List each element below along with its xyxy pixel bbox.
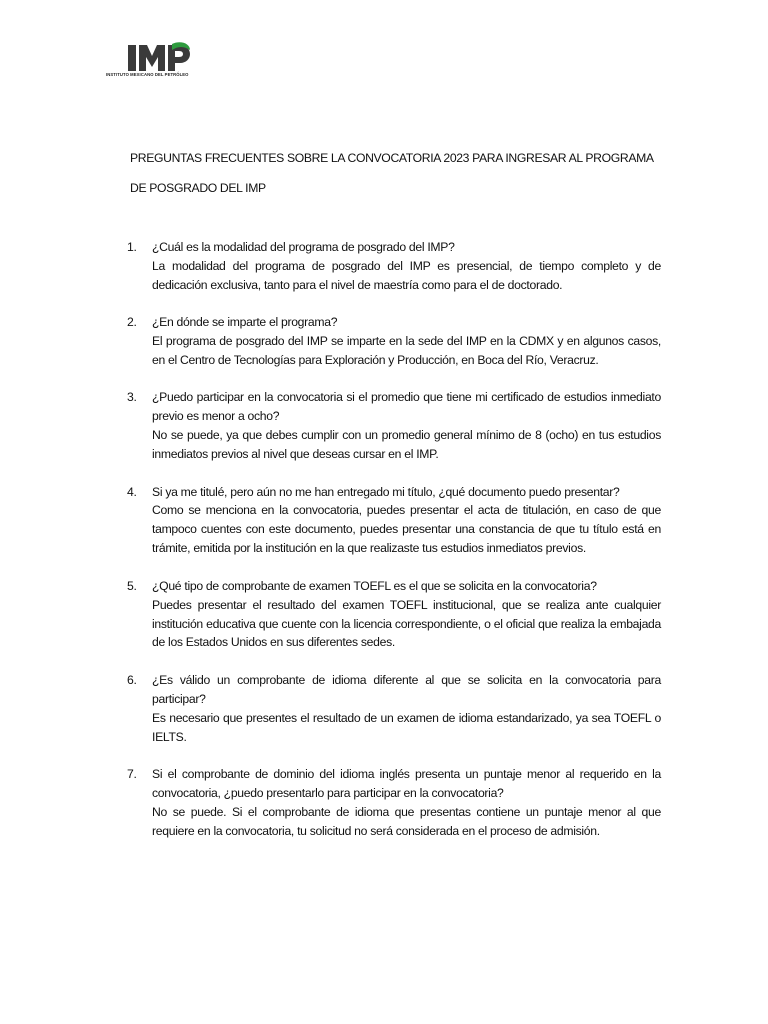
faq-item-1 — [127, 238, 661, 295]
imp-logo — [106, 42, 202, 82]
faq-answer: El programa de posgrado del IMP se imparte en la sede del IMP en la CDMX y en algunos casos, en el Centro de Tecnologías para Exploración y Producción, en Boca del Río, Veracruz. — [152, 334, 661, 368]
faq-answer: No se puede, ya que debes cumplir con un promedio general mínimo de 8 (ocho) en tus estudios inmediatos previos al nivel que deseas cursar en el IMP. — [152, 428, 661, 462]
faq-question: Si ya me titulé, pero aún no me han entregado mi título, ¿qué documento puedo presentar? — [152, 484, 620, 499]
faq-item-3 — [127, 388, 661, 464]
faq-number: 1. — [127, 240, 137, 254]
faq-question: ¿Cuál es la modalidad del programa de posgrado del IMP? — [152, 240, 455, 254]
imp-logo-icon — [128, 42, 198, 72]
faq-number: 7. — [127, 766, 137, 781]
faq-question: ¿Qué tipo de comprobante de examen TOEFL es el que se solicita en la convocatoria? — [152, 578, 597, 593]
faq-answer: Como se menciona en la convocatoria, puedes presentar el acta de titulación, en caso de que tampoco cuentes con este documento, puedes presentar una constancia de que tu título está en trámite, emitida por la institución en la que realizaste tus estudios inmediatos previos. — [152, 503, 661, 556]
faq-question: ¿Es válido un comprobante de idioma diferente al que se solicita en la convocatoria para participar? — [152, 672, 661, 706]
faq-answer: La modalidad del programa de posgrado del IMP es presencial, de tiempo completo y de dedicación exclusiva, tanto para el nivel de maestría como para el de doctorado. — [152, 258, 661, 292]
faq-answer: No se puede. Si el comprobante de idioma que presentas contiene un puntaje menor al que requiere en la convocatoria, tu solicitud no será considerada en el proceso de admisión. — [152, 804, 661, 838]
faq-number: 3. — [127, 390, 137, 405]
logo-subtitle: INSTITUTO MEXICANO DEL PETRÓLEO — [106, 72, 189, 77]
faq-number: 6. — [127, 672, 137, 687]
faq-answer: Puedes presentar el resultado del examen TOEFL institucional, que se realiza ante cualquier institución educativa que cuente con la licencia correspondiente, o el oficial que realiza la embajada de los Estados Unidos en sus diferentes sedes. — [152, 597, 661, 650]
faq-list — [127, 238, 661, 859]
faq-question: Si el comprobante de dominio del idioma inglés presenta un puntaje menor al requerido en la convocatoria, ¿puedo presentarlo para participar en la convocatoria? — [152, 766, 661, 800]
faq-item-2 — [127, 313, 661, 370]
faq-answer: Es necesario que presentes el resultado de un examen de idioma estandarizado, ya sea TOEFL o IELTS. — [152, 710, 661, 744]
faq-number: 4. — [127, 484, 137, 499]
faq-item-6 — [127, 671, 661, 747]
document-title-line2: DE POSGRADO DEL IMP — [130, 181, 266, 195]
document-title-line1: PREGUNTAS FRECUENTES SOBRE LA CONVOCATORIA 2023 PARA INGRESAR AL PROGRAMA — [130, 151, 654, 165]
faq-item-7 — [127, 765, 661, 841]
faq-question: ¿En dónde se imparte el programa? — [152, 315, 338, 330]
faq-item-4 — [127, 483, 661, 559]
faq-number: 2. — [127, 315, 137, 330]
faq-question: ¿Puedo participar en la convocatoria si el promedio que tiene mi certificado de estudios inmediato previo es menor a ocho? — [152, 390, 661, 424]
faq-item-5 — [127, 577, 661, 653]
faq-number: 5. — [127, 578, 137, 593]
